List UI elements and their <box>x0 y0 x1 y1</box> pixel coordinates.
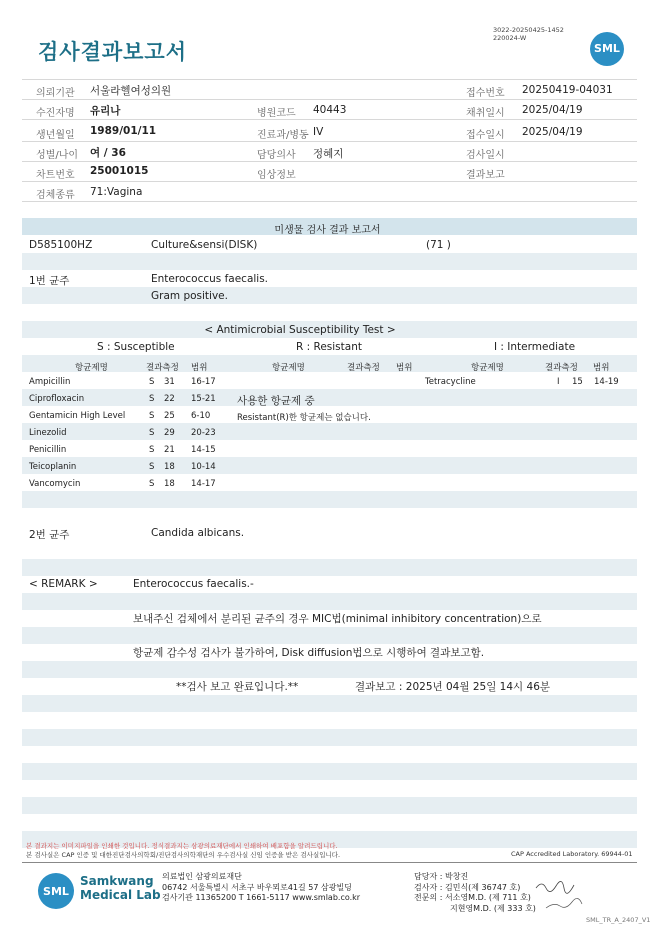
page-title: 검사결과보고서 <box>38 40 188 64</box>
cap-accreditation: CAP Accredited Laboratory. 69944-01 <box>511 850 633 858</box>
svg-text:SML: SML <box>43 885 69 898</box>
drug-name: Linezolid <box>29 428 67 438</box>
drug-range: 14-15 <box>191 445 216 455</box>
drug-name: Penicillin <box>29 445 67 455</box>
drug-sir: S <box>149 377 155 387</box>
report-time: 결과보고 : 2025년 04월 25일 14시 46분 <box>355 681 551 693</box>
label-birthdate: 생년월일 <box>36 130 75 141</box>
value-hospital-code: 40443 <box>313 104 347 116</box>
col-range-3: 범위 <box>593 363 610 373</box>
value-chart-number: 25001015 <box>90 165 149 177</box>
drug-value: 21 <box>164 445 175 455</box>
legend-resistant: R : Resistant <box>296 341 362 353</box>
form-code: SML_TR_A_2407_V1 <box>586 916 651 924</box>
drug-sir: S <box>149 411 155 421</box>
drug-range: 14-19 <box>594 377 619 387</box>
remark-line-2: 보내주신 검체에서 분리된 균주의 경우 MIC법(minimal inhibitory concentration)으로 <box>133 613 542 625</box>
col-result-3: 결과측정 <box>545 363 578 373</box>
samkwang-logo-icon <box>36 871 76 911</box>
value-collection-date: 2025/04/19 <box>522 104 583 116</box>
col-range-2: 범위 <box>396 363 413 373</box>
value-receipt-date: 2025/04/19 <box>522 126 583 138</box>
signature-icon <box>532 878 592 918</box>
drug-range: 6-10 <box>191 411 211 421</box>
value-doctor: 정혜지 <box>313 148 344 160</box>
value-institution: 서울라헬여성의원 <box>90 85 172 97</box>
label-specimen: 검체종류 <box>36 190 75 201</box>
label-hospital-code: 병원코드 <box>257 108 296 119</box>
label-test-date: 검사일시 <box>466 150 505 161</box>
value-birthdate: 1989/01/11 <box>90 125 157 137</box>
document-id: 3022-20250425-1452 220024-W <box>493 26 564 42</box>
drug-value: 25 <box>164 411 175 421</box>
drug-name: Tetracycline <box>425 377 476 387</box>
drug-sir: S <box>149 394 155 404</box>
organism-2-label: 2번 균주 <box>29 529 70 541</box>
footer-staff-block: 담당자 : 박창진 검사자 : 김민식(제 36747 호) 전문의 : 서소영M.D. (제 711 호) 지현영M.D. (제 333 호) <box>414 872 536 913</box>
col-result-2: 결과측정 <box>347 363 380 373</box>
value-specimen: 71:Vagina <box>90 186 143 198</box>
ast-title: < Antimicrobial Susceptibility Test > <box>204 324 396 336</box>
test-code: D585100HZ <box>29 239 93 251</box>
drug-sir: S <box>149 462 155 472</box>
col-drug-3: 항균제명 <box>471 363 504 373</box>
report-complete: **검사 보고 완료입니다.** <box>176 681 299 693</box>
drug-name: Ampicillin <box>29 377 71 387</box>
label-department: 진료과/병동 <box>257 130 309 141</box>
drug-sir: S <box>149 428 155 438</box>
value-sex-age: 여 / 36 <box>90 147 126 159</box>
drug-value: 31 <box>164 377 175 387</box>
resistant-note-1: 사용한 항균제 중 <box>237 395 315 407</box>
footer-accreditation-note: 본 검사실은 CAP 인증 및 대한진단검사의학회/진단검사의학재단의 우수검사실 신임 인증을 받은 검사실입니다. <box>26 851 341 859</box>
label-patient-name: 수진자명 <box>36 108 75 119</box>
remark-label: < REMARK > <box>29 578 98 590</box>
remark-line-3: 항균제 감수성 검사가 불가하여, Disk diffusion법으로 시행하여 결과보고함. <box>133 647 485 659</box>
organism-1-label: 1번 균주 <box>29 275 70 287</box>
drug-value: 18 <box>164 462 175 472</box>
organism-1-name: Enterococcus faecalis. <box>151 273 269 285</box>
label-receipt-date: 접수일시 <box>466 130 505 141</box>
drug-name: Vancomycin <box>29 479 81 489</box>
value-receipt-number: 20250419-04031 <box>522 84 613 96</box>
value-department: IV <box>313 126 324 138</box>
label-receipt-number: 접수번호 <box>466 88 505 99</box>
col-drug-2: 항균제명 <box>272 363 305 373</box>
col-drug-1: 항균제명 <box>75 363 108 373</box>
test-name: Culture&sensi(DISK) <box>151 239 258 251</box>
footer-print-note: 본 결과지는 이미지파일을 인쇄한 것입니다. 정식결과지는 삼광의료재단에서 인쇄하여 배포함을 알려드립니다. <box>26 842 338 850</box>
organism-1-gram: Gram positive. <box>151 290 228 302</box>
label-doctor: 담당의사 <box>257 150 296 161</box>
drug-range: 20-23 <box>191 428 216 438</box>
organism-2-name: Candida albicans. <box>151 527 245 539</box>
drug-range: 16-17 <box>191 377 216 387</box>
drug-name: Teicoplanin <box>29 462 77 472</box>
company-name: Samkwang Medical Lab <box>80 874 161 902</box>
legend-intermediate: I : Intermediate <box>494 341 576 353</box>
sml-logo: SML <box>590 32 624 66</box>
drug-value: 29 <box>164 428 175 438</box>
label-report-date: 결과보고 <box>466 170 505 181</box>
resistant-note-2: Resistant(R)한 항균제는 없습니다. <box>237 413 371 423</box>
remark-line-1: Enterococcus faecalis.- <box>133 578 254 590</box>
legend-susceptible: S : Susceptible <box>97 341 175 353</box>
drug-value: 18 <box>164 479 175 489</box>
label-sex-age: 성별/나이 <box>36 150 79 161</box>
section-title: 미생물 검사 결과 보고서 <box>274 225 381 236</box>
footer-address-block: 의료법인 삼광의료재단 06742 서울특별시 서초구 바우뫼로41길 57 삼광빌딩 검사기관 11365200 T 1661-5117 www.smlab.co.kr <box>162 872 361 902</box>
drug-range: 15-21 <box>191 394 216 404</box>
test-number: (71 ) <box>426 239 451 251</box>
drug-name: Gentamicin High Level <box>29 411 126 421</box>
label-clinical-info: 임상정보 <box>257 170 296 181</box>
drug-sir: I <box>557 377 560 387</box>
label-institution: 의뢰기관 <box>36 88 75 99</box>
drug-sir: S <box>149 445 155 455</box>
drug-sir: S <box>149 479 155 489</box>
col-range-1: 범위 <box>191 363 208 373</box>
drug-value: 22 <box>164 394 175 404</box>
label-chart-number: 차트번호 <box>36 170 75 181</box>
drug-range: 10-14 <box>191 462 216 472</box>
col-result-1: 결과측정 <box>146 363 179 373</box>
drug-range: 14-17 <box>191 479 216 489</box>
drug-value: 15 <box>572 377 583 387</box>
drug-name: Ciprofloxacin <box>29 394 85 404</box>
value-patient-name: 유리나 <box>90 105 121 117</box>
label-collection-date: 채취일시 <box>466 108 505 119</box>
